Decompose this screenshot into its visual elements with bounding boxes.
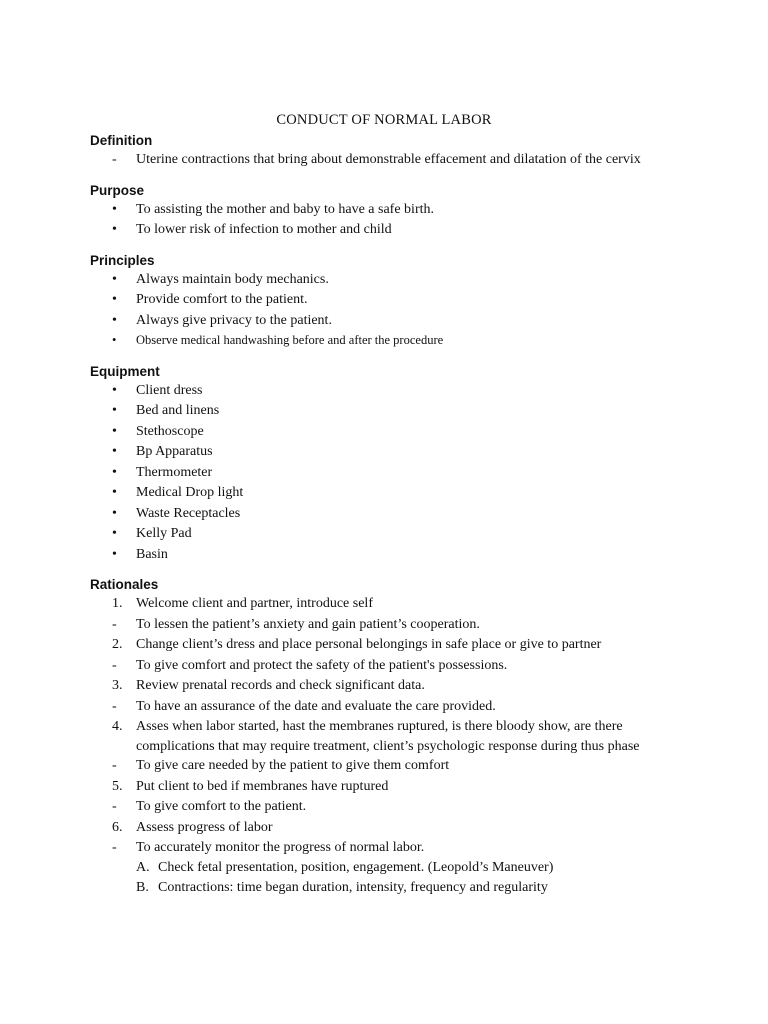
sub-list xyxy=(136,858,650,899)
list-item xyxy=(90,331,650,352)
section-heading: Principles xyxy=(90,252,155,268)
list-item xyxy=(90,615,650,636)
list-item xyxy=(90,220,650,241)
number-marker: 4. xyxy=(112,719,123,734)
list-item xyxy=(90,717,650,756)
list-item-text: Medical Drop light xyxy=(136,485,244,500)
list-item-text: Observe medical handwashing before and after the procedure xyxy=(136,333,444,347)
list-item xyxy=(90,401,650,422)
section-principles xyxy=(90,252,650,352)
list-item-text: To give care needed by the patient to give them comfort xyxy=(136,758,450,773)
list-item xyxy=(90,442,650,463)
dash-marker: - xyxy=(112,799,117,814)
section-definition xyxy=(90,132,650,171)
list-item-text: Provide comfort to the patient. xyxy=(136,292,308,307)
bullet-marker: • xyxy=(112,382,117,398)
list-item-text: Change client’s dress and place personal belongings in safe place or give to partner xyxy=(136,637,602,652)
list-item xyxy=(90,150,650,171)
list-item xyxy=(90,524,650,545)
section-heading: Rationales xyxy=(90,577,159,592)
document-body xyxy=(90,132,650,899)
bullet-marker: • xyxy=(112,222,117,237)
list-item xyxy=(90,635,650,656)
list-item xyxy=(90,656,650,677)
section-heading: Purpose xyxy=(90,182,145,198)
list-item-text: To lessen the patient’s anxiety and gain patient’s cooperation. xyxy=(136,616,480,632)
sub-list-item xyxy=(90,858,650,879)
section-heading: Definition xyxy=(90,133,153,148)
list-item-text: Client dress xyxy=(136,382,203,398)
list-item-text: Contractions: time began duration, intensity, frequency and regularity xyxy=(158,880,548,895)
sub-list-item xyxy=(90,878,650,899)
list-item-text: To have an assurance of the date and evaluate the care provided. xyxy=(136,698,496,714)
list-item xyxy=(90,797,650,818)
list-item xyxy=(90,381,650,402)
section-rationales xyxy=(90,576,650,899)
list-item-text: Always maintain body mechanics. xyxy=(136,271,329,287)
number-marker: 5. xyxy=(112,778,123,794)
list-item xyxy=(90,777,650,798)
list-item-text: Waste Receptacles xyxy=(136,505,241,521)
list-item xyxy=(90,545,650,566)
bullet-marker: • xyxy=(112,292,117,307)
letter-marker: A. xyxy=(136,859,150,875)
list-item-text: To give comfort and protect the safety of the patient's possessions. xyxy=(136,657,508,673)
dash-marker: - xyxy=(112,657,117,673)
bullet-marker: • xyxy=(112,485,117,500)
list-item xyxy=(90,676,650,697)
list-item-text: Uterine contractions that bring about demonstrable effacement and dilatation of the cervix xyxy=(136,152,641,167)
dash-marker: - xyxy=(112,758,117,773)
list-item-text: Thermometer xyxy=(136,464,213,480)
list-item xyxy=(90,504,650,525)
bullet-marker: • xyxy=(112,333,117,347)
list-item xyxy=(90,818,650,839)
list-item xyxy=(90,756,650,777)
bullet-marker: • xyxy=(112,546,117,562)
list-item-text: Check fetal presentation, position, engagement. (Leopold’s Maneuver) xyxy=(158,859,554,875)
number-marker: 2. xyxy=(112,637,123,652)
list-item-text: To accurately monitor the progress of normal labor. xyxy=(136,840,425,855)
bullet-marker: • xyxy=(112,271,117,287)
list-item xyxy=(90,594,650,615)
list-item-text: Welcome client and partner, introduce self xyxy=(136,596,373,611)
list-item xyxy=(90,290,650,311)
list-item-text: Bed and linens xyxy=(136,403,220,418)
bullet-marker: • xyxy=(112,526,117,541)
bullet-marker: • xyxy=(112,505,117,521)
list-item-text: Basin xyxy=(136,546,168,562)
list-item xyxy=(90,697,650,718)
section-purpose xyxy=(90,182,650,241)
list-item-text: Always give privacy to the patient. xyxy=(136,312,332,328)
list-item-text: Put client to bed if membranes have ruptured xyxy=(136,778,389,794)
list-item-text: Stethoscope xyxy=(136,423,204,439)
bullet-marker: • xyxy=(112,464,117,480)
list-item xyxy=(90,463,650,484)
list-item-text: Review prenatal records and check significant data. xyxy=(136,678,425,693)
bullet-marker: • xyxy=(112,403,117,418)
list-item-text: Kelly Pad xyxy=(136,526,192,541)
section-equipment xyxy=(90,363,650,566)
list-item xyxy=(90,838,650,899)
number-marker: 1. xyxy=(112,596,123,611)
number-marker: 6. xyxy=(112,819,123,835)
list-item xyxy=(90,483,650,504)
letter-marker: B. xyxy=(136,880,149,895)
list-item-text: Assess progress of labor xyxy=(136,819,273,835)
bullet-marker: • xyxy=(112,201,117,217)
list-item xyxy=(90,311,650,332)
list-item xyxy=(90,270,650,291)
bullet-marker: • xyxy=(112,444,117,459)
list-item-text: To assisting the mother and baby to have a safe birth. xyxy=(136,201,434,217)
document-title: CONDUCT OF NORMAL LABOR xyxy=(276,112,492,128)
list-item xyxy=(90,200,650,221)
list-item-text: Bp Apparatus xyxy=(136,444,213,459)
bullet-marker: • xyxy=(112,312,117,328)
dash-marker: - xyxy=(112,840,117,855)
bullet-marker: • xyxy=(112,423,117,439)
list-item-text: To lower risk of infection to mother and child xyxy=(136,222,392,237)
list-item-text: To give comfort to the patient. xyxy=(136,799,307,814)
dash-marker: - xyxy=(112,698,117,714)
list-marker: - xyxy=(112,152,117,167)
section-heading: Equipment xyxy=(90,363,160,379)
dash-marker: - xyxy=(112,616,117,632)
list-item-text: Asses when labor started, hast the membranes ruptured, is there bloody show, are there complications that may require treatment, client’s psychologic response during thus phase xyxy=(136,719,640,754)
list-item xyxy=(90,422,650,443)
number-marker: 3. xyxy=(112,678,123,693)
